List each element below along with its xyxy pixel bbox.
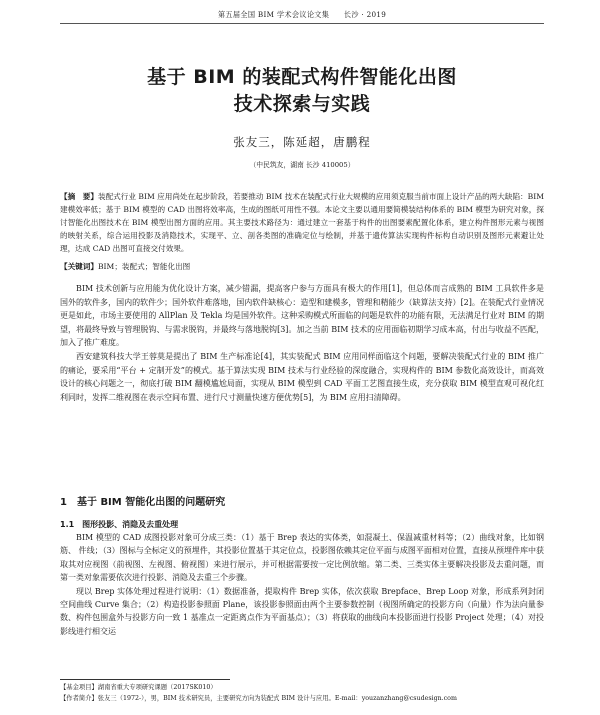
intro-paragraph-1: BIM 技术创新与应用能为优化设计方案，减少错漏，提高客户参与方面具有极大的作用[1]，但总体而言成熟的 BIM 工具软件多是国外的软件多，国内的软件少；国外软件难落地，国内软件缺核心：造型和建模多，管理和精能少（缺算法支持）[2]。在装配式行业情况更是如此，市场主要使用的 AllPlan 及 Tekla 均是国外软件。这种采购模式所面临的问题是软件的功能有限，无法满足行业对 BIM 的期望，将最终导致与管理脱钩、与需求脱钩，并最终与落地脱钩[3]。加之当前 BIM 技术的应用面临初期学习成本高，付出与收益不匹配，加入了推广难度。	[60, 284, 544, 348]
keywords-text: BIM；装配式；智能化出图	[97, 262, 191, 271]
keywords	[60, 261, 544, 272]
footnote-fund: 【基金项目】湖南省重大专项研究课题（2017SK010）	[60, 684, 217, 691]
footnote-author: 【作者简介】张友三（1972-），男，BIM 技术研究员，主要研究方向为装配式 BIM 设计与应用。E-mail：youzanzhang@csudesign.com	[60, 694, 457, 702]
section-1-paragraph-1: BIM 模型的 CAD 成图投影对象可分成三类：（1）基于 Brep 表达的实体类，如混凝土、保温减重材料等；（2）曲线对象，比如钢筋、 件线；（3）图标与全标定义的预埋件，其投影位置基于其定位点，投影图依赖其定位平面与成图平面相对位置，直接从预埋件库中获取其对应视图（前视图、左视图、俯视图）来进行展示，并可根据需要按一定比例放缩。第二类、三类实体主要解决投影及去重问题，而第一类对象需要依次进行投影、消隐及去重三个步骤。	[60, 533, 544, 583]
author-list: 张友三，陈延超，唐鹏程	[233, 135, 371, 149]
keywords-label: 【关键词】	[60, 262, 98, 271]
paper-title	[60, 64, 544, 118]
conference-name: 第五届全国 BIM 学术会议论文集	[217, 10, 330, 19]
author-affiliation: （中民筑友，湖南 长沙 410005）	[249, 161, 355, 169]
abstract-label: 【摘 要】	[60, 192, 98, 201]
section-1-heading: 1 基于 BIM 智能化出图的问题研究	[60, 497, 226, 508]
abstract-text: 装配式行业 BIM 应用尚处在起步阶段，若要推动 BIM 技术在装配式行业大规模的应用须克服当前市面上设计产品的两大缺陷：BIM 建模效率低；基于 BIM 模型的 CAD 出图将效率高，生成的图纸可用性不强。本论文主要以通用要简模装结构体系的 BIM 模型为研究对象，探讨智能化出图技术在 BIM 模型出图方面的应用。其主要技术路径为：通过建立一套基于构件的出图要素配置化体系，建立构件图形元素与视图的映射关系，综合运用投影及消隐技术，实现平、立、剖各类图的准确定位与绘制，并基于遗传算法实现构件标构自动识别及图形元素避让处理，达成 CAD 出图可直接交付效果。	[60, 192, 545, 253]
title-line-2: 技术探索与实践	[233, 93, 371, 115]
subsection-1-1-heading: 1.1 图形投影、消隐及去重处理	[60, 520, 179, 529]
section-1-paragraph-2: 现以 Brep 实体处理过程进行说明：（1）数据准备，提取构件 Brep 实体，依次获取 Brepface、Brep Loop 对象，形成系列封闭空间曲线 Curve 集合；（2）构造投影参照面 Plane，该投影参照面由两个主要参数控制（视图所确定的投影方向（向量）作为法向量参数、构件包围盒外与投影方向一致 1 基准点一定距离点作为平面基点）；（3）将获取的曲线向本投影面进行投影 Project 处理；（4）对投影线进行相交运	[60, 586, 544, 636]
conference-location: 长沙 · 2019	[343, 10, 387, 19]
footnotes	[60, 683, 544, 704]
footnote-divider	[60, 679, 230, 680]
section-1-body	[60, 531, 544, 638]
intro-paragraph-2: 西安建筑科技大学王蓉莫是提出了 BIM 生产标准论[4]，其实装配式 BIM 应用同样面临这个问题，要解决装配式行业的 BIM 推广的痛论，要采用“平台 + 定制开发”的模式。基于算法实现 BIM 技术与行业经验的深度融合，实现构件的 BIM 参数化高效设计，而高效设计的核心问题之一，彻底打破 BIM 翻模尴尬局面，实现从 BIM 模型到 CAD 平面工艺图直接生成，充分获取 BIM 模型直观可视化红利同时，发挥二维视图在表示空间布置、进行尺寸测量快速方便优势[5]，为 BIM 应用扫清障碍。	[60, 351, 544, 402]
introduction	[60, 282, 544, 404]
running-header	[60, 10, 544, 24]
abstract	[60, 190, 544, 255]
title-line-1: 基于 BIM 的装配式构件智能化出图	[147, 66, 457, 88]
